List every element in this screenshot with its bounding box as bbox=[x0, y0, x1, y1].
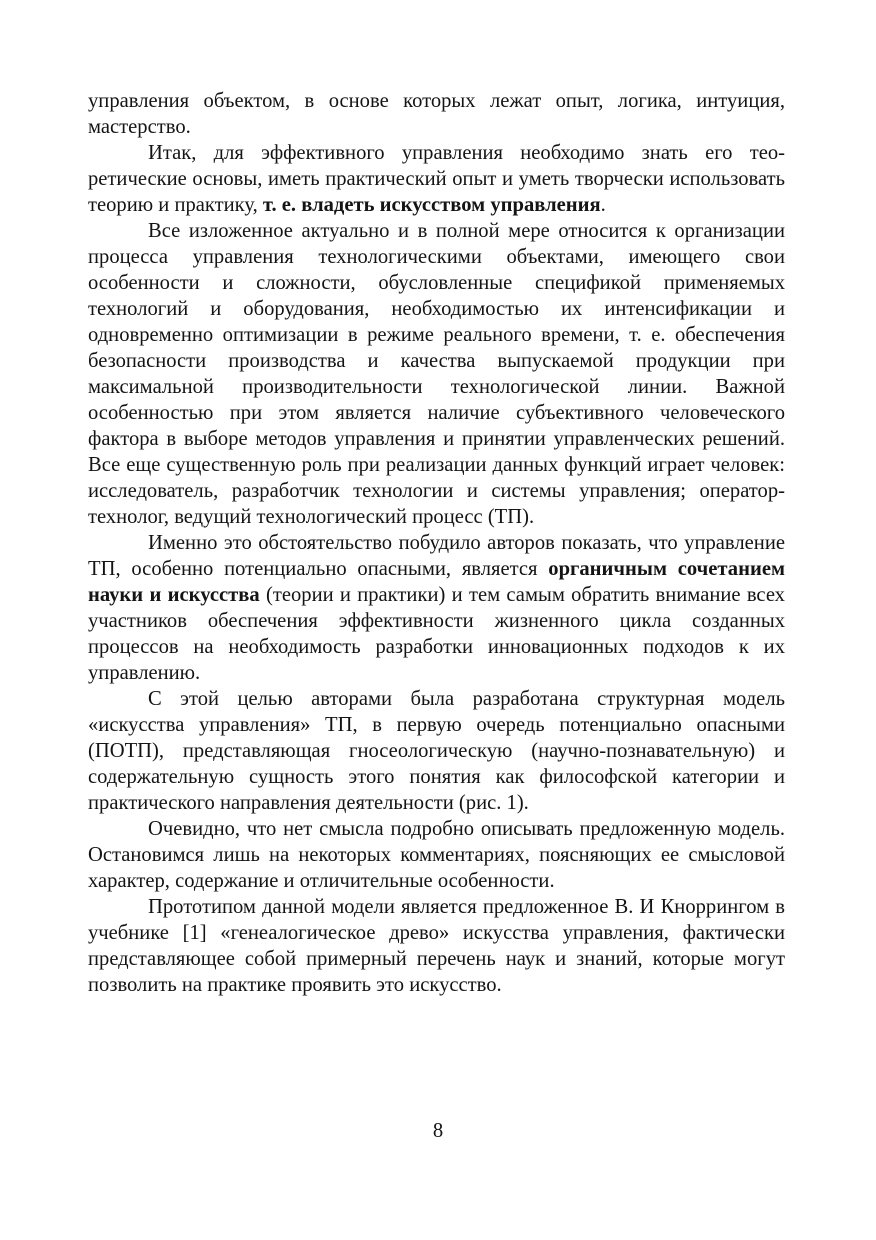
paragraph: Именно это обстоятельство побудило авторов показать, что управление ТП, особенно потенциально опасными, является органичным сочетанием науки и искусства (теории и практики) и тем самым обратить внимание всех участников обеспечения эффективности жизненного цикла созданных процессов на необходимость разработки инновационных подходов к их управлению. bbox=[88, 532, 785, 684]
paragraph: С этой целью авторами была разработана структурная модель «искусства управления» ТП, в первую очередь потенциально опасными (ПОТП), представляющая гносеологическую (научно-познавательную) и содержательную сущность этого понятия как философской категории и практического направления деятельности (рис. 1). bbox=[88, 688, 785, 814]
page-number: 8 bbox=[432, 1120, 444, 1142]
paragraph: Итак, для эффективного управления необходимо знать его теоретические основы, иметь практический опыт и уметь творчески использовать теорию и практику, т. е. владеть искусством управления. bbox=[88, 142, 785, 216]
bold-emphasis: т. е. владеть искусством управления bbox=[262, 194, 601, 216]
paragraph: Все изложенное актуально и в полной мере относится к организации процесса управления технологическими объектами, имеющего свои особенности и сложности, обусловленные спецификой применяемых технологий и оборудования, необходимостью их интенсификации и одновременно оптимизации в режиме реального времени, т. е. обеспечения безопасности производства и качества выпускаемой продукции при максимальной производительности технологической линии. Важной особенностью при этом является наличие субъективного человеческого фактора в выборе методов управления и принятии управленческих решений. Все еще существенную роль при реализации данных функций играет человек: исследователь, разработчик технологии и системы управления; оператор-технолог, ведущий технологический процесс (ТП). bbox=[88, 220, 785, 528]
paragraph: Очевидно, что нет смысла подробно описывать предложенную модель. Остановимся лишь на некоторых комментариях, поясняющих ее смысловой характер, содержание и отличительные особенности. bbox=[88, 818, 785, 892]
bold-emphasis: органичным сочетанием науки и искусства bbox=[88, 558, 785, 606]
body-text bbox=[88, 88, 785, 998]
paragraph: Прототипом данной модели является предложенное В. И Кноррингом в учебнике [1] «генеалогическое древо» искусства управления, фактически представляющее собой примерный перечень наук и знаний, которые могут позволить на практике проявить это искусство. bbox=[88, 896, 785, 996]
paragraph: управления объектом, в основе которых лежат опыт, логика, интуиция, мастерство. bbox=[88, 90, 785, 138]
